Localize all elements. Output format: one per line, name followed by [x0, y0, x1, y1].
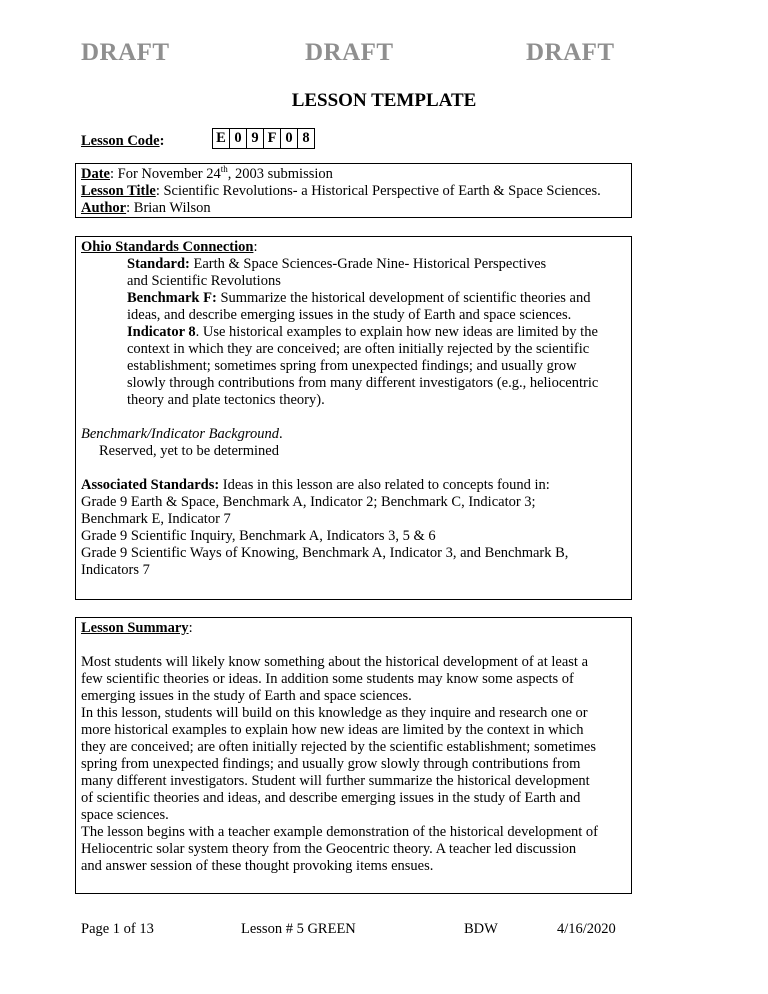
background-text: Reserved, yet to be determined	[99, 443, 279, 459]
summary-line: spring from unexpected findings; and usually grow slowly through contributions from	[81, 756, 581, 772]
summary-line: few scientific theories or ideas. In addition some students may know some aspects of	[81, 671, 574, 687]
associated-line: Benchmark E, Indicator 7	[81, 511, 231, 527]
indicator-line: context in which they are conceived; are often initially rejected by the scientific	[127, 341, 590, 357]
date-value-post: , 2003 submission	[227, 166, 333, 182]
page-title: LESSON TEMPLATE	[291, 90, 477, 111]
lesson-code-char: E	[212, 128, 230, 149]
summary-line: they are conceived; are often initially rejected by the scientific establishment; sometimes	[81, 739, 596, 755]
lesson-code-char: F	[263, 128, 281, 149]
summary-line: emerging issues in the study of Earth and space sciences.	[81, 688, 412, 704]
summary-line: space sciences.	[81, 807, 169, 823]
footer-page-number: Page 1 of 13	[81, 921, 154, 937]
indicator-line: establishment; sometimes spring from unexpected findings; and usually grow	[127, 358, 577, 374]
associated-line: Grade 9 Earth & Space, Benchmark A, Indicator 2; Benchmark C, Indicator 3;	[81, 494, 536, 510]
benchmark-text-1: Summarize the historical development of scientific theories and	[216, 290, 591, 306]
page-footer	[0, 921, 768, 941]
author-value: : Brian Wilson	[126, 200, 211, 216]
lesson-title-line	[81, 183, 626, 200]
standard-label: Standard:	[127, 256, 190, 272]
lesson-code-char: 9	[246, 128, 264, 149]
benchmark-label: Benchmark F:	[127, 290, 217, 306]
draft-watermark-center: DRAFT	[305, 39, 394, 66]
lesson-code-colon: :	[159, 133, 165, 149]
associated-line: Indicators 7	[81, 562, 150, 578]
lesson-info-box	[75, 163, 632, 218]
footer-lesson: Lesson # 5 GREEN	[241, 921, 356, 937]
indicator-line: . Use historical examples to explain how new ideas are limited by the	[195, 324, 598, 340]
lesson-code-char: 0	[229, 128, 247, 149]
associated-first-line	[81, 477, 626, 494]
lesson-title-label: Lesson Title	[81, 183, 156, 199]
author-line	[81, 200, 626, 217]
associated-line: Grade 9 Scientific Ways of Knowing, Benchmark A, Indicator 3, and Benchmark B,	[81, 545, 569, 561]
lesson-code-char: 8	[297, 128, 315, 149]
indicator-label: Indicator 8	[127, 324, 196, 340]
associated-first: Ideas in this lesson are also related to concepts found in:	[219, 477, 550, 493]
associated-label: Associated Standards:	[81, 477, 220, 493]
lesson-code-char: 0	[280, 128, 298, 149]
background-dot: .	[278, 426, 283, 442]
lesson-code-label	[81, 133, 164, 150]
footer-date: 4/16/2020	[557, 921, 616, 937]
draft-watermark-right: DRAFT	[526, 39, 615, 66]
background-heading	[81, 426, 626, 443]
standard-text-1: Earth & Space Sciences-Grade Nine- Historical Perspectives	[189, 256, 547, 272]
lesson-code-label-text: Lesson Code	[81, 133, 160, 149]
standards-heading	[81, 239, 626, 256]
indicator-line: theory and plate tectonics theory).	[127, 392, 325, 408]
summary-heading	[81, 620, 626, 637]
summary-line: and answer session of these thought provoking items ensues.	[81, 858, 434, 874]
benchmark-text-2: ideas, and describe emerging issues in the study of Earth and space sciences.	[127, 307, 572, 323]
summary-line: In this lesson, students will build on this knowledge as they inquire and research one or	[81, 705, 588, 721]
indicator-line: slowly through contributions from many different investigators (e.g., heliocentric	[127, 375, 599, 391]
draft-watermark-row	[0, 39, 768, 78]
background-label: Benchmark/Indicator Background	[81, 426, 279, 442]
summary-line: Most students will likely know something about the historical development of at least a	[81, 654, 589, 670]
associated-line: Grade 9 Scientific Inquiry, Benchmark A, Indicators 3, 5 & 6	[81, 528, 436, 544]
standards-box	[75, 236, 632, 600]
lesson-title-value: : Scientific Revolutions- a Historical Perspective of Earth & Space Sciences.	[155, 183, 601, 199]
date-value-sup: th	[220, 164, 228, 175]
footer-initials: BDW	[464, 921, 498, 937]
summary-heading-text: Lesson Summary	[81, 620, 189, 636]
summary-line: of scientific theories and ideas, and describe emerging issues in the study of Earth and	[81, 790, 581, 806]
summary-line: more historical examples to explain how new ideas are limited by the context in which	[81, 722, 584, 738]
summary-heading-colon: :	[188, 620, 193, 636]
lesson-code-boxes	[213, 128, 315, 149]
summary-line: many different investigators. Student will further summarize the historical development	[81, 773, 590, 789]
standard-text-2: and Scientific Revolutions	[127, 273, 281, 289]
lesson-summary-box	[75, 617, 632, 894]
standards-heading-colon: :	[253, 239, 258, 255]
summary-line: Heliocentric solar system theory from the Geocentric theory. A teacher led discussion	[81, 841, 577, 857]
date-label: Date	[81, 166, 110, 182]
standard-block	[81, 256, 626, 409]
summary-line: The lesson begins with a teacher example demonstration of the historical development of	[81, 824, 599, 840]
draft-watermark-left: DRAFT	[81, 39, 170, 66]
author-label: Author	[81, 200, 127, 216]
date-line	[81, 166, 626, 183]
date-value-pre: : For November 24	[110, 166, 221, 182]
standards-heading-text: Ohio Standards Connection	[81, 239, 254, 255]
